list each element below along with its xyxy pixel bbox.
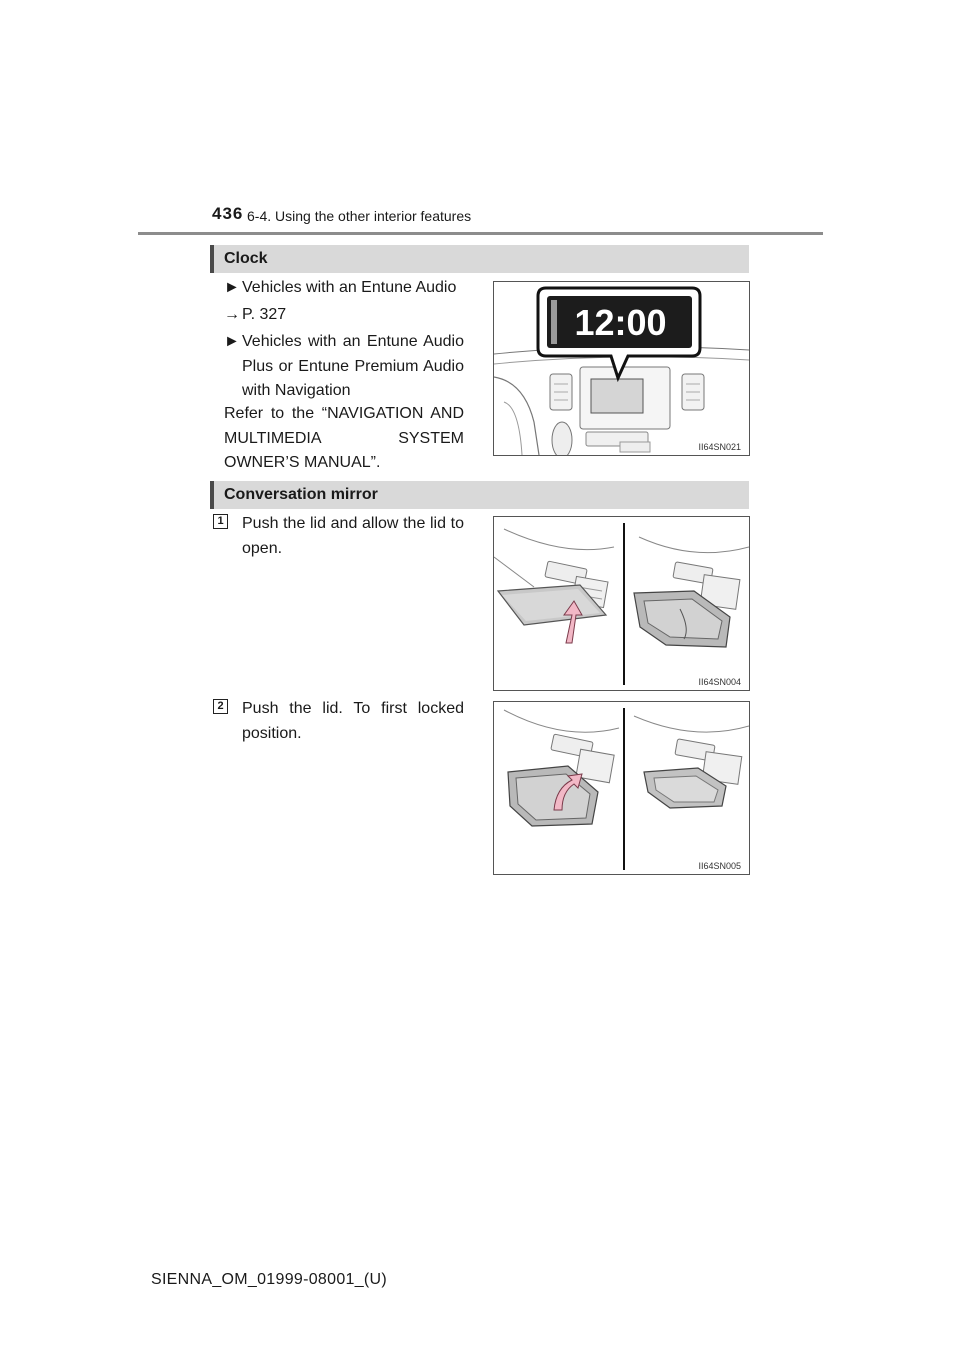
clock-item-entune-premium: Vehicles with an Entune Audio Plus or Entune Premium Audio with Navigation <box>242 333 464 399</box>
clock-refer-text: Refer to the “NAVIGATION AND MULTIMEDIA SYSTEM OWNER’S MANUAL”. <box>224 405 464 471</box>
document-id: SIENNA_OM_01999-08001_(U) <box>150 1271 388 1288</box>
figure-code: II64SN021 <box>698 442 741 452</box>
header-rule <box>138 232 823 235</box>
step-1-text: Push the lid and allow the lid to open. <box>242 515 464 557</box>
bullet-triangle-icon: ► <box>224 279 240 296</box>
page-number: 436 <box>212 204 244 223</box>
step-number-badge: 1 <box>213 514 228 529</box>
clock-item-entune-audio: Vehicles with an Entune Audio <box>242 279 457 296</box>
step-2-text: Push the lid. To first locked position. <box>242 700 464 742</box>
page-ref-arrow-icon: → <box>224 306 240 323</box>
section-title: 6-4. Using the other interior features <box>247 208 472 224</box>
clock-display-time: 12:00 <box>574 302 667 343</box>
clock-page-ref: P. 327 <box>242 306 287 323</box>
bullet-triangle-icon: ► <box>224 333 240 350</box>
clock-illustration <box>493 281 750 456</box>
figure-code: II64SN005 <box>698 861 741 871</box>
figure-code: II64SN004 <box>698 677 741 687</box>
mirror-open-illustration <box>493 516 750 691</box>
step-number-badge: 2 <box>213 699 228 714</box>
mirror-close-illustration <box>493 701 750 875</box>
clock-heading: Clock <box>210 245 749 273</box>
conversation-mirror-heading: Conversation mirror <box>210 481 749 509</box>
